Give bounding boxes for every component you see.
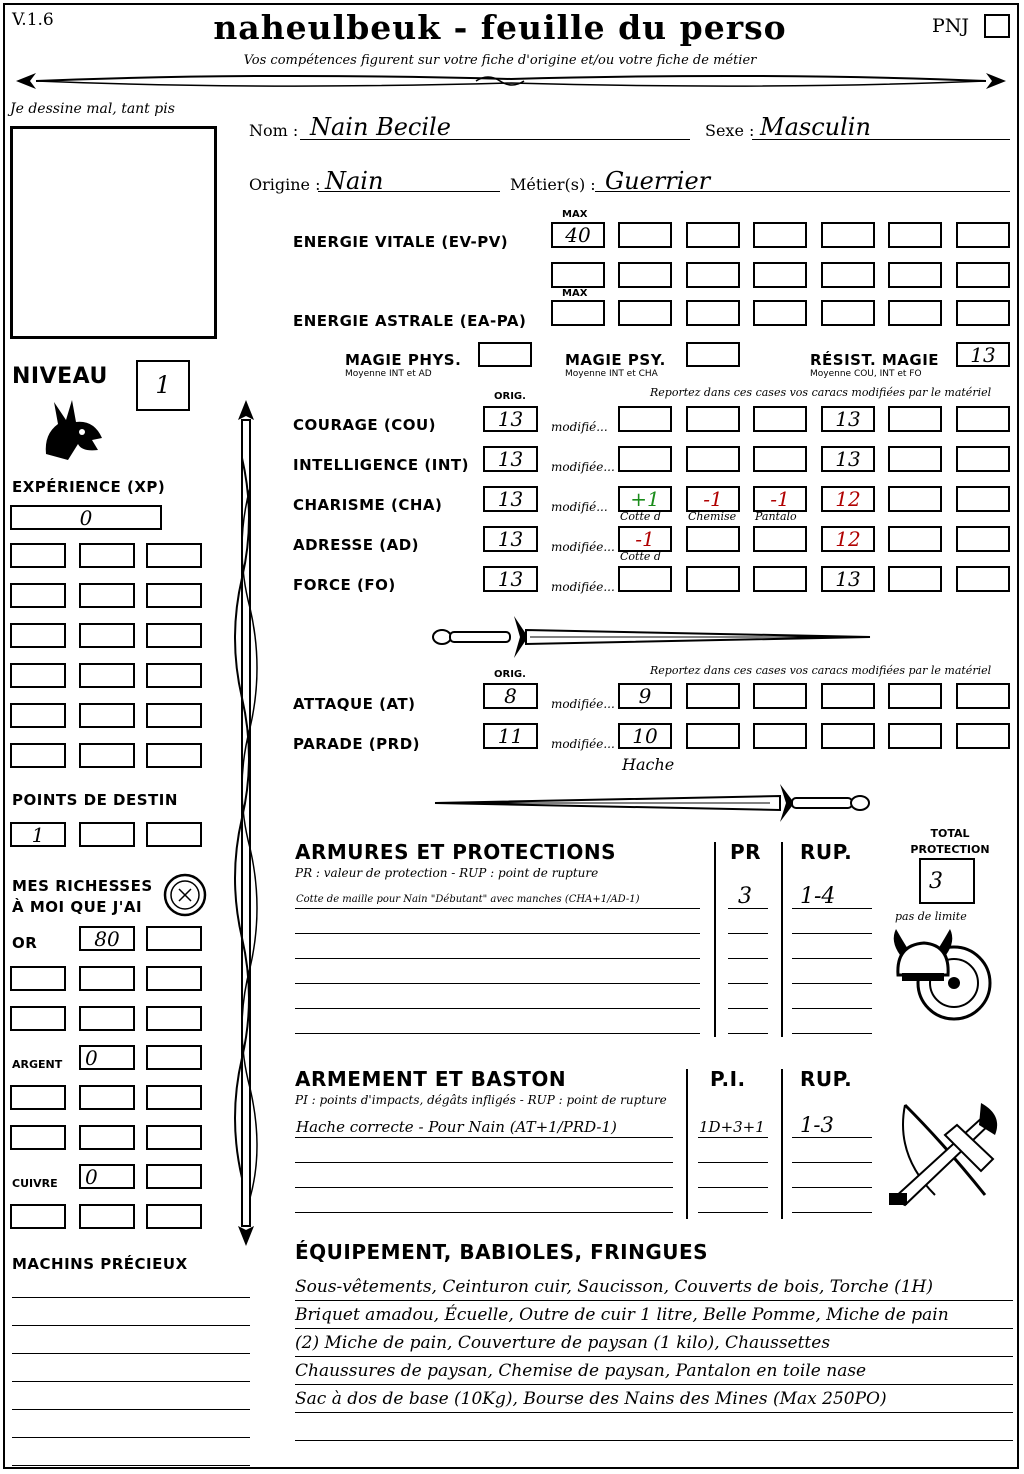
stat-mod-field[interactable] bbox=[888, 446, 942, 472]
prd-mod-field[interactable]: 10 bbox=[618, 723, 672, 749]
xp-box[interactable] bbox=[79, 543, 135, 568]
armure-pr-line bbox=[728, 983, 768, 984]
equip-item[interactable]: Chaussures de paysan, Chemise de paysan, Pantalon en toile nase bbox=[295, 1361, 867, 1381]
ea-max-label: MAX bbox=[562, 288, 588, 299]
armures-pr-label: PR bbox=[730, 840, 762, 864]
xp-box[interactable] bbox=[10, 663, 66, 688]
armure-line bbox=[295, 983, 700, 984]
weapons-icon bbox=[885, 1095, 1005, 1215]
magie-phys-note: Moyenne INT et AD bbox=[345, 369, 432, 379]
armure-line bbox=[295, 958, 700, 959]
sword-icon bbox=[430, 612, 875, 662]
machins-line[interactable] bbox=[12, 1409, 250, 1410]
money-box[interactable] bbox=[79, 1006, 135, 1031]
xp-box[interactable] bbox=[146, 623, 202, 648]
destin-box-3[interactable] bbox=[146, 822, 202, 847]
arme-pi-line bbox=[698, 1212, 768, 1213]
combat-orig-label: ORIG. bbox=[494, 669, 526, 680]
stat-mod-field[interactable]: 12 bbox=[821, 526, 875, 552]
stat-mod-field[interactable] bbox=[956, 566, 1010, 592]
prd-mod-label: modifiée... bbox=[551, 737, 615, 751]
at-mod-field[interactable] bbox=[888, 683, 942, 709]
combat-report-note: Reportez dans ces cases vos caracs modifiées par le matériel bbox=[650, 664, 992, 677]
nom-value[interactable]: Nain Becile bbox=[310, 113, 451, 141]
at-mod-label: modifiée... bbox=[551, 697, 615, 711]
stat-label: FORCE (FO) bbox=[293, 576, 396, 594]
armure-pr-line bbox=[728, 958, 768, 959]
xp-box[interactable] bbox=[146, 743, 202, 768]
stat-mod-field[interactable] bbox=[956, 406, 1010, 432]
stat-label: COURAGE (COU) bbox=[293, 416, 437, 434]
argent-field[interactable]: 0 bbox=[79, 1045, 135, 1070]
arrow-divider-icon bbox=[6, 68, 1016, 94]
xp-box[interactable] bbox=[79, 663, 135, 688]
stat-orig-field[interactable]: 13 bbox=[483, 446, 538, 472]
stat-mod-field[interactable] bbox=[956, 486, 1010, 512]
stat-mod-note: Chemise bbox=[688, 510, 737, 523]
xp-box[interactable] bbox=[79, 743, 135, 768]
ev-box[interactable] bbox=[956, 222, 1010, 248]
stat-mod-note: Pantalo bbox=[755, 510, 797, 523]
armure-line bbox=[295, 1033, 700, 1034]
armures-rup-label: RUP. bbox=[800, 840, 853, 864]
armement-rup-label: RUP. bbox=[800, 1067, 853, 1091]
richesses-label: MES RICHESSES À MOI QUE J'AI bbox=[12, 877, 153, 916]
ev-box[interactable] bbox=[753, 262, 807, 288]
at-orig-field[interactable]: 8 bbox=[483, 683, 538, 709]
ea-box[interactable] bbox=[618, 300, 672, 326]
portrait-box[interactable] bbox=[10, 126, 217, 339]
magie-psy-field[interactable] bbox=[686, 342, 740, 367]
at-mod-field[interactable] bbox=[753, 683, 807, 709]
stat-mod-field[interactable]: 13 bbox=[821, 446, 875, 472]
resist-magie-note: Moyenne COU, INT et FO bbox=[810, 369, 922, 379]
xp-box[interactable] bbox=[146, 543, 202, 568]
equip-item[interactable]: Sous-vêtements, Ceinturon cuir, Saucisson, Couverts de bois, Torche (1H) bbox=[295, 1277, 933, 1297]
stat-mod-field[interactable] bbox=[956, 446, 1010, 472]
prd-mod-field[interactable] bbox=[956, 723, 1010, 749]
armure-rup[interactable]: 1-4 bbox=[800, 884, 836, 909]
at-mod-field[interactable] bbox=[956, 683, 1010, 709]
arme-pi-line bbox=[698, 1137, 768, 1138]
magie-phys-field[interactable] bbox=[478, 342, 532, 367]
ev-box[interactable] bbox=[821, 262, 875, 288]
niveau-label: NIVEAU bbox=[12, 364, 108, 389]
resist-magie-field[interactable]: 13 bbox=[956, 342, 1010, 367]
stat-mod-label: modifiée... bbox=[551, 460, 615, 474]
xp-box[interactable] bbox=[10, 703, 66, 728]
stat-mod-field[interactable] bbox=[956, 526, 1010, 552]
arme-rup[interactable]: 1-3 bbox=[800, 1113, 834, 1137]
equip-item[interactable]: Sac à dos de base (10Kg), Bourse des Nains des Mines (Max 250PO) bbox=[295, 1389, 887, 1409]
stat-label: ADRESSE (AD) bbox=[293, 536, 420, 554]
arme-name[interactable]: Hache correcte - Pour Nain (AT+1/PRD-1) bbox=[296, 1118, 617, 1136]
stat-label: INTELLIGENCE (INT) bbox=[293, 456, 469, 474]
machins-label: MACHINS PRÉCIEUX bbox=[12, 1255, 188, 1273]
arme-rup-line bbox=[792, 1137, 872, 1138]
stat-mod-field[interactable]: -1 bbox=[753, 486, 807, 512]
armement-pi-label: P.I. bbox=[710, 1067, 746, 1091]
arme-line bbox=[295, 1187, 673, 1188]
armure-rup-line bbox=[792, 983, 872, 984]
stat-mod-field[interactable] bbox=[753, 446, 807, 472]
report-note: Reportez dans ces cases vos caracs modifiées par le matériel bbox=[650, 386, 992, 399]
arme-rup-line bbox=[792, 1187, 872, 1188]
ea-label: ENERGIE ASTRALE (EA-PA) bbox=[293, 312, 527, 330]
machins-line[interactable] bbox=[12, 1437, 250, 1438]
orig-label: ORIG. bbox=[494, 391, 526, 402]
ev-box[interactable] bbox=[753, 222, 807, 248]
magie-psy-note: Moyenne INT et CHA bbox=[565, 369, 658, 379]
dragon-head-icon bbox=[38, 394, 110, 466]
prd-mod-field[interactable] bbox=[821, 723, 875, 749]
sexe-label: Sexe : bbox=[705, 121, 755, 140]
sword-icon bbox=[430, 778, 875, 828]
nom-label: Nom : bbox=[249, 121, 299, 140]
stat-mod-label: modifié... bbox=[551, 420, 608, 434]
cuivre-field[interactable]: 0 bbox=[79, 1164, 135, 1189]
stat-mod-field[interactable] bbox=[888, 406, 942, 432]
equip-line bbox=[295, 1468, 1013, 1469]
equip-line bbox=[295, 1300, 1013, 1301]
armure-line bbox=[295, 933, 700, 934]
magie-psy-label: MAGIE PSY. bbox=[565, 351, 666, 369]
equip-line bbox=[295, 1328, 1013, 1329]
arme-line bbox=[295, 1212, 673, 1213]
ev-max-label: MAX bbox=[562, 209, 588, 220]
xp-box[interactable] bbox=[10, 583, 66, 608]
stat-mod-field[interactable] bbox=[888, 486, 942, 512]
prd-mod-field[interactable] bbox=[686, 723, 740, 749]
stat-mod-label: modifié... bbox=[551, 500, 608, 514]
stat-mod-field[interactable]: +1 bbox=[618, 486, 672, 512]
stat-orig-field[interactable]: 13 bbox=[483, 406, 538, 432]
money-box[interactable] bbox=[146, 926, 202, 951]
money-box[interactable] bbox=[79, 1085, 135, 1110]
at-mod-field[interactable] bbox=[686, 683, 740, 709]
xp-box[interactable] bbox=[10, 743, 66, 768]
arme-line bbox=[295, 1162, 673, 1163]
armure-pr-line bbox=[728, 1033, 768, 1034]
stat-mod-field[interactable]: 13 bbox=[821, 406, 875, 432]
armement-subtitle: PI : points d'impacts, dégâts infligés - RUP : point de rupture bbox=[295, 1093, 667, 1107]
armure-rup-line bbox=[792, 933, 872, 934]
pnj-label: PNJ bbox=[932, 15, 970, 37]
machins-line[interactable] bbox=[12, 1353, 250, 1354]
stat-mod-field[interactable] bbox=[618, 566, 672, 592]
armure-rup-line bbox=[792, 1033, 872, 1034]
cuivre-label: CUIVRE bbox=[12, 1177, 58, 1190]
page-title: naheulbeuk - feuille du perso bbox=[213, 8, 787, 47]
xp-box[interactable] bbox=[10, 543, 66, 568]
stat-orig-field[interactable]: 13 bbox=[483, 526, 538, 552]
equip-line bbox=[295, 1440, 1013, 1441]
or-field[interactable]: 80 bbox=[79, 926, 135, 951]
money-box[interactable] bbox=[10, 1204, 66, 1229]
no-limit-note: pas de limite bbox=[895, 910, 967, 923]
stat-mod-field[interactable] bbox=[753, 526, 807, 552]
xp-field[interactable]: 0 bbox=[10, 505, 162, 530]
money-box[interactable] bbox=[10, 1125, 66, 1150]
armure-pr-line bbox=[728, 1008, 768, 1009]
ea-box[interactable] bbox=[753, 300, 807, 326]
stat-mod-field[interactable] bbox=[686, 566, 740, 592]
armure-pr[interactable]: 3 bbox=[738, 884, 752, 909]
stat-mod-field[interactable] bbox=[686, 446, 740, 472]
total-protection-field[interactable]: 3 bbox=[919, 858, 975, 904]
stat-mod-note: Cotte d bbox=[620, 510, 661, 523]
at-label: ATTAQUE (AT) bbox=[293, 695, 416, 713]
money-box[interactable] bbox=[10, 966, 66, 991]
sexe-value[interactable]: Masculin bbox=[760, 113, 871, 141]
prd-orig-field[interactable]: 11 bbox=[483, 723, 538, 749]
armure-name[interactable]: Cotte de maille pour Nain "Débutant" avec manches (CHA+1/AD-1) bbox=[296, 894, 640, 905]
xp-box[interactable] bbox=[146, 663, 202, 688]
prd-note: Hache bbox=[622, 755, 675, 774]
stat-mod-field[interactable] bbox=[888, 566, 942, 592]
armure-line bbox=[295, 908, 700, 909]
arme-pi[interactable]: 1D+3+1 bbox=[699, 1118, 765, 1136]
equip-item[interactable]: (2) Miche de pain, Couverture de paysan (1 kilo), Chaussettes bbox=[295, 1333, 831, 1353]
ev-box[interactable] bbox=[888, 262, 942, 288]
money-box[interactable] bbox=[10, 1085, 66, 1110]
armure-rup-line bbox=[792, 1008, 872, 1009]
arme-pi-line bbox=[698, 1162, 768, 1163]
stat-mod-label: modifiée... bbox=[551, 540, 615, 554]
money-box[interactable] bbox=[146, 1006, 202, 1031]
staff-icon bbox=[226, 398, 266, 1248]
stat-mod-field[interactable] bbox=[686, 406, 740, 432]
pnj-checkbox[interactable] bbox=[984, 14, 1010, 38]
ea-max-field[interactable] bbox=[551, 300, 605, 326]
machins-line[interactable] bbox=[12, 1325, 250, 1326]
ev-box[interactable] bbox=[686, 222, 740, 248]
portrait-caption: Je dessine mal, tant pis bbox=[10, 101, 175, 117]
at-mod-field[interactable] bbox=[821, 683, 875, 709]
money-box[interactable] bbox=[146, 1164, 202, 1189]
xp-label: EXPÉRIENCE (XP) bbox=[12, 478, 166, 496]
ea-box[interactable] bbox=[686, 300, 740, 326]
armure-line bbox=[295, 1008, 700, 1009]
stat-mod-field[interactable]: -1 bbox=[618, 526, 672, 552]
stat-mod-field[interactable] bbox=[618, 406, 672, 432]
xp-box[interactable] bbox=[146, 583, 202, 608]
destin-field[interactable]: 1 bbox=[10, 822, 66, 847]
money-box[interactable] bbox=[79, 1204, 135, 1229]
page-subtitle: Vos compétences figurent sur votre fiche d'origine et/ou votre fiche de métier bbox=[243, 53, 757, 68]
stat-mod-label: modifiée... bbox=[551, 580, 615, 594]
equip-line bbox=[295, 1412, 1013, 1413]
origine-label: Origine : bbox=[249, 175, 321, 194]
stat-mod-field[interactable] bbox=[753, 566, 807, 592]
xp-box[interactable] bbox=[79, 623, 135, 648]
armure-rup-line bbox=[792, 958, 872, 959]
ev-box[interactable] bbox=[551, 262, 605, 288]
armures-subtitle: PR : valeur de protection - RUP : point de rupture bbox=[295, 866, 599, 880]
stat-mod-note: Cotte d bbox=[620, 550, 661, 563]
machins-line[interactable] bbox=[12, 1297, 250, 1298]
prd-mod-field[interactable] bbox=[753, 723, 807, 749]
machins-line[interactable] bbox=[12, 1465, 250, 1466]
total-protection-label: TOTAL PROTECTION bbox=[910, 827, 990, 856]
ea-box[interactable] bbox=[821, 300, 875, 326]
money-box[interactable] bbox=[146, 1125, 202, 1150]
ea-box[interactable] bbox=[888, 300, 942, 326]
stat-orig-field[interactable]: 13 bbox=[483, 486, 538, 512]
money-box[interactable] bbox=[10, 1006, 66, 1031]
money-box[interactable] bbox=[79, 966, 135, 991]
armure-pr-line bbox=[728, 933, 768, 934]
argent-label: ARGENT bbox=[12, 1058, 63, 1071]
ev-box[interactable] bbox=[956, 262, 1010, 288]
resist-magie-label: RÉSIST. MAGIE bbox=[810, 351, 940, 369]
ev-box[interactable] bbox=[686, 262, 740, 288]
ev-label: ENERGIE VITALE (EV-PV) bbox=[293, 233, 509, 251]
arme-rup-line bbox=[792, 1162, 872, 1163]
equip-line bbox=[295, 1356, 1013, 1357]
arme-rup-line bbox=[792, 1212, 872, 1213]
or-label: OR bbox=[12, 934, 38, 952]
xp-box[interactable] bbox=[10, 623, 66, 648]
origine-value[interactable]: Nain bbox=[325, 167, 384, 195]
ea-box[interactable] bbox=[956, 300, 1010, 326]
armement-title: ARMEMENT ET BASTON bbox=[295, 1067, 567, 1091]
equip-line bbox=[295, 1384, 1013, 1385]
equip-item[interactable]: Briquet amadou, Écuelle, Outre de cuir 1 litre, Belle Pomme, Miche de pain bbox=[295, 1305, 949, 1325]
destin-box-2[interactable] bbox=[79, 822, 135, 847]
xp-box[interactable] bbox=[146, 703, 202, 728]
money-box[interactable] bbox=[79, 1125, 135, 1150]
money-box[interactable] bbox=[146, 1204, 202, 1229]
money-box[interactable] bbox=[146, 1045, 202, 1070]
coin-icon bbox=[162, 872, 208, 918]
metier-label: Métier(s) : bbox=[510, 175, 596, 194]
destin-label: POINTS DE DESTIN bbox=[12, 791, 178, 809]
stat-mod-field[interactable]: 12 bbox=[821, 486, 875, 512]
metier-value[interactable]: Guerrier bbox=[605, 167, 711, 195]
stat-mod-field[interactable]: 13 bbox=[821, 566, 875, 592]
niveau-field[interactable]: 1 bbox=[136, 360, 190, 411]
stat-mod-field[interactable] bbox=[686, 526, 740, 552]
prd-mod-field[interactable] bbox=[888, 723, 942, 749]
machins-line[interactable] bbox=[12, 1381, 250, 1382]
stat-label: CHARISME (CHA) bbox=[293, 496, 443, 514]
armures-title: ARMURES ET PROTECTIONS bbox=[295, 840, 616, 864]
arme-line bbox=[295, 1137, 673, 1138]
helmet-shield-icon bbox=[888, 925, 998, 1030]
stat-mod-field[interactable]: -1 bbox=[686, 486, 740, 512]
xp-box[interactable] bbox=[79, 703, 135, 728]
stat-mod-field[interactable] bbox=[618, 446, 672, 472]
ev-box[interactable] bbox=[888, 222, 942, 248]
prd-label: PARADE (PRD) bbox=[293, 735, 421, 753]
magie-phys-label: MAGIE PHYS. bbox=[345, 351, 462, 369]
at-mod-field[interactable]: 9 bbox=[618, 683, 672, 709]
ev-box[interactable] bbox=[821, 222, 875, 248]
equipement-title: ÉQUIPEMENT, BABIOLES, FRINGUES bbox=[295, 1240, 709, 1264]
stat-orig-field[interactable]: 13 bbox=[483, 566, 538, 592]
xp-box[interactable] bbox=[79, 583, 135, 608]
stat-mod-field[interactable] bbox=[753, 406, 807, 432]
version-label: V.1.6 bbox=[12, 10, 54, 30]
money-box[interactable] bbox=[146, 1085, 202, 1110]
ev-box[interactable] bbox=[618, 222, 672, 248]
ev-box[interactable] bbox=[618, 262, 672, 288]
ev-max-field[interactable]: 40 bbox=[551, 222, 605, 248]
money-box[interactable] bbox=[146, 966, 202, 991]
arme-pi-line bbox=[698, 1187, 768, 1188]
stat-mod-field[interactable] bbox=[888, 526, 942, 552]
